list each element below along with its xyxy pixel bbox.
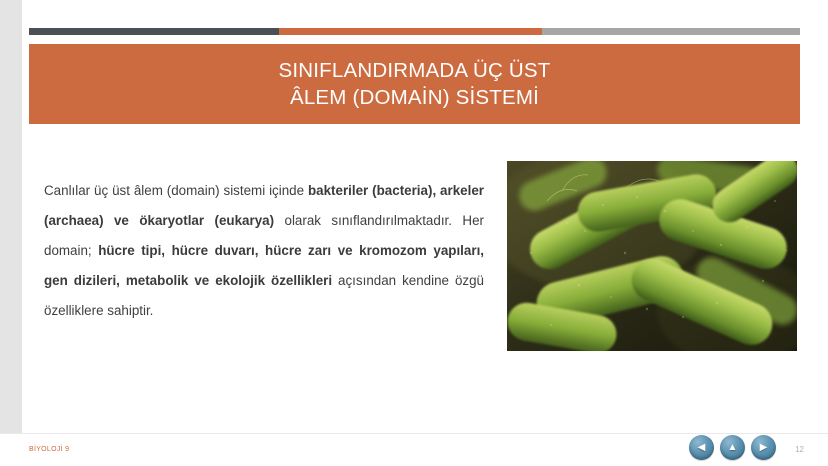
body-text-bold-1: bakteriler (bacteria), arkeler (archaea) ve ökaryotlar (eukarya) xyxy=(44,183,484,228)
bacteria-photo xyxy=(507,161,797,351)
rule-segment-gray xyxy=(542,28,800,35)
rule-segment-orange xyxy=(279,28,542,35)
body-text-part-3: açısından kendine özgü özelliklere sahiptir. xyxy=(44,273,484,318)
body-text-part-1: Canlılar üç üst âlem (domain) sistemi içinde xyxy=(44,183,308,198)
chevron-left-icon: ◀ xyxy=(697,441,706,453)
chevron-up-icon: ▲ xyxy=(727,441,738,453)
slide-navigation[interactable] xyxy=(689,435,776,460)
body-paragraph xyxy=(44,176,484,326)
chevron-right-icon: ▶ xyxy=(759,441,768,453)
title-line-1: SINIFLANDIRMADA ÜÇ ÜST xyxy=(278,59,551,82)
previous-slide-button[interactable] xyxy=(689,435,714,460)
next-slide-button[interactable] xyxy=(751,435,776,460)
title-line-2: ÂLEM (DOMAİN) SİSTEMİ xyxy=(289,86,540,109)
footer-course-label: BİYOLOJİ 9 xyxy=(29,446,70,453)
body-text-bold-2: hücre tipi, hücre duvarı, hücre zarı ve kromozom yapıları, gen dizileri, metabolik ve ekolojik özellikleri xyxy=(44,243,485,288)
title-banner xyxy=(29,44,800,124)
page-number: 12 xyxy=(795,445,804,454)
home-slide-button[interactable] xyxy=(720,435,745,460)
body-text-part-2: olarak sınıflandırılmaktadır. Her domain; xyxy=(44,213,484,258)
rule-segment-dark xyxy=(29,28,279,35)
top-rule-group xyxy=(29,28,800,35)
left-accent-bar xyxy=(0,0,22,466)
